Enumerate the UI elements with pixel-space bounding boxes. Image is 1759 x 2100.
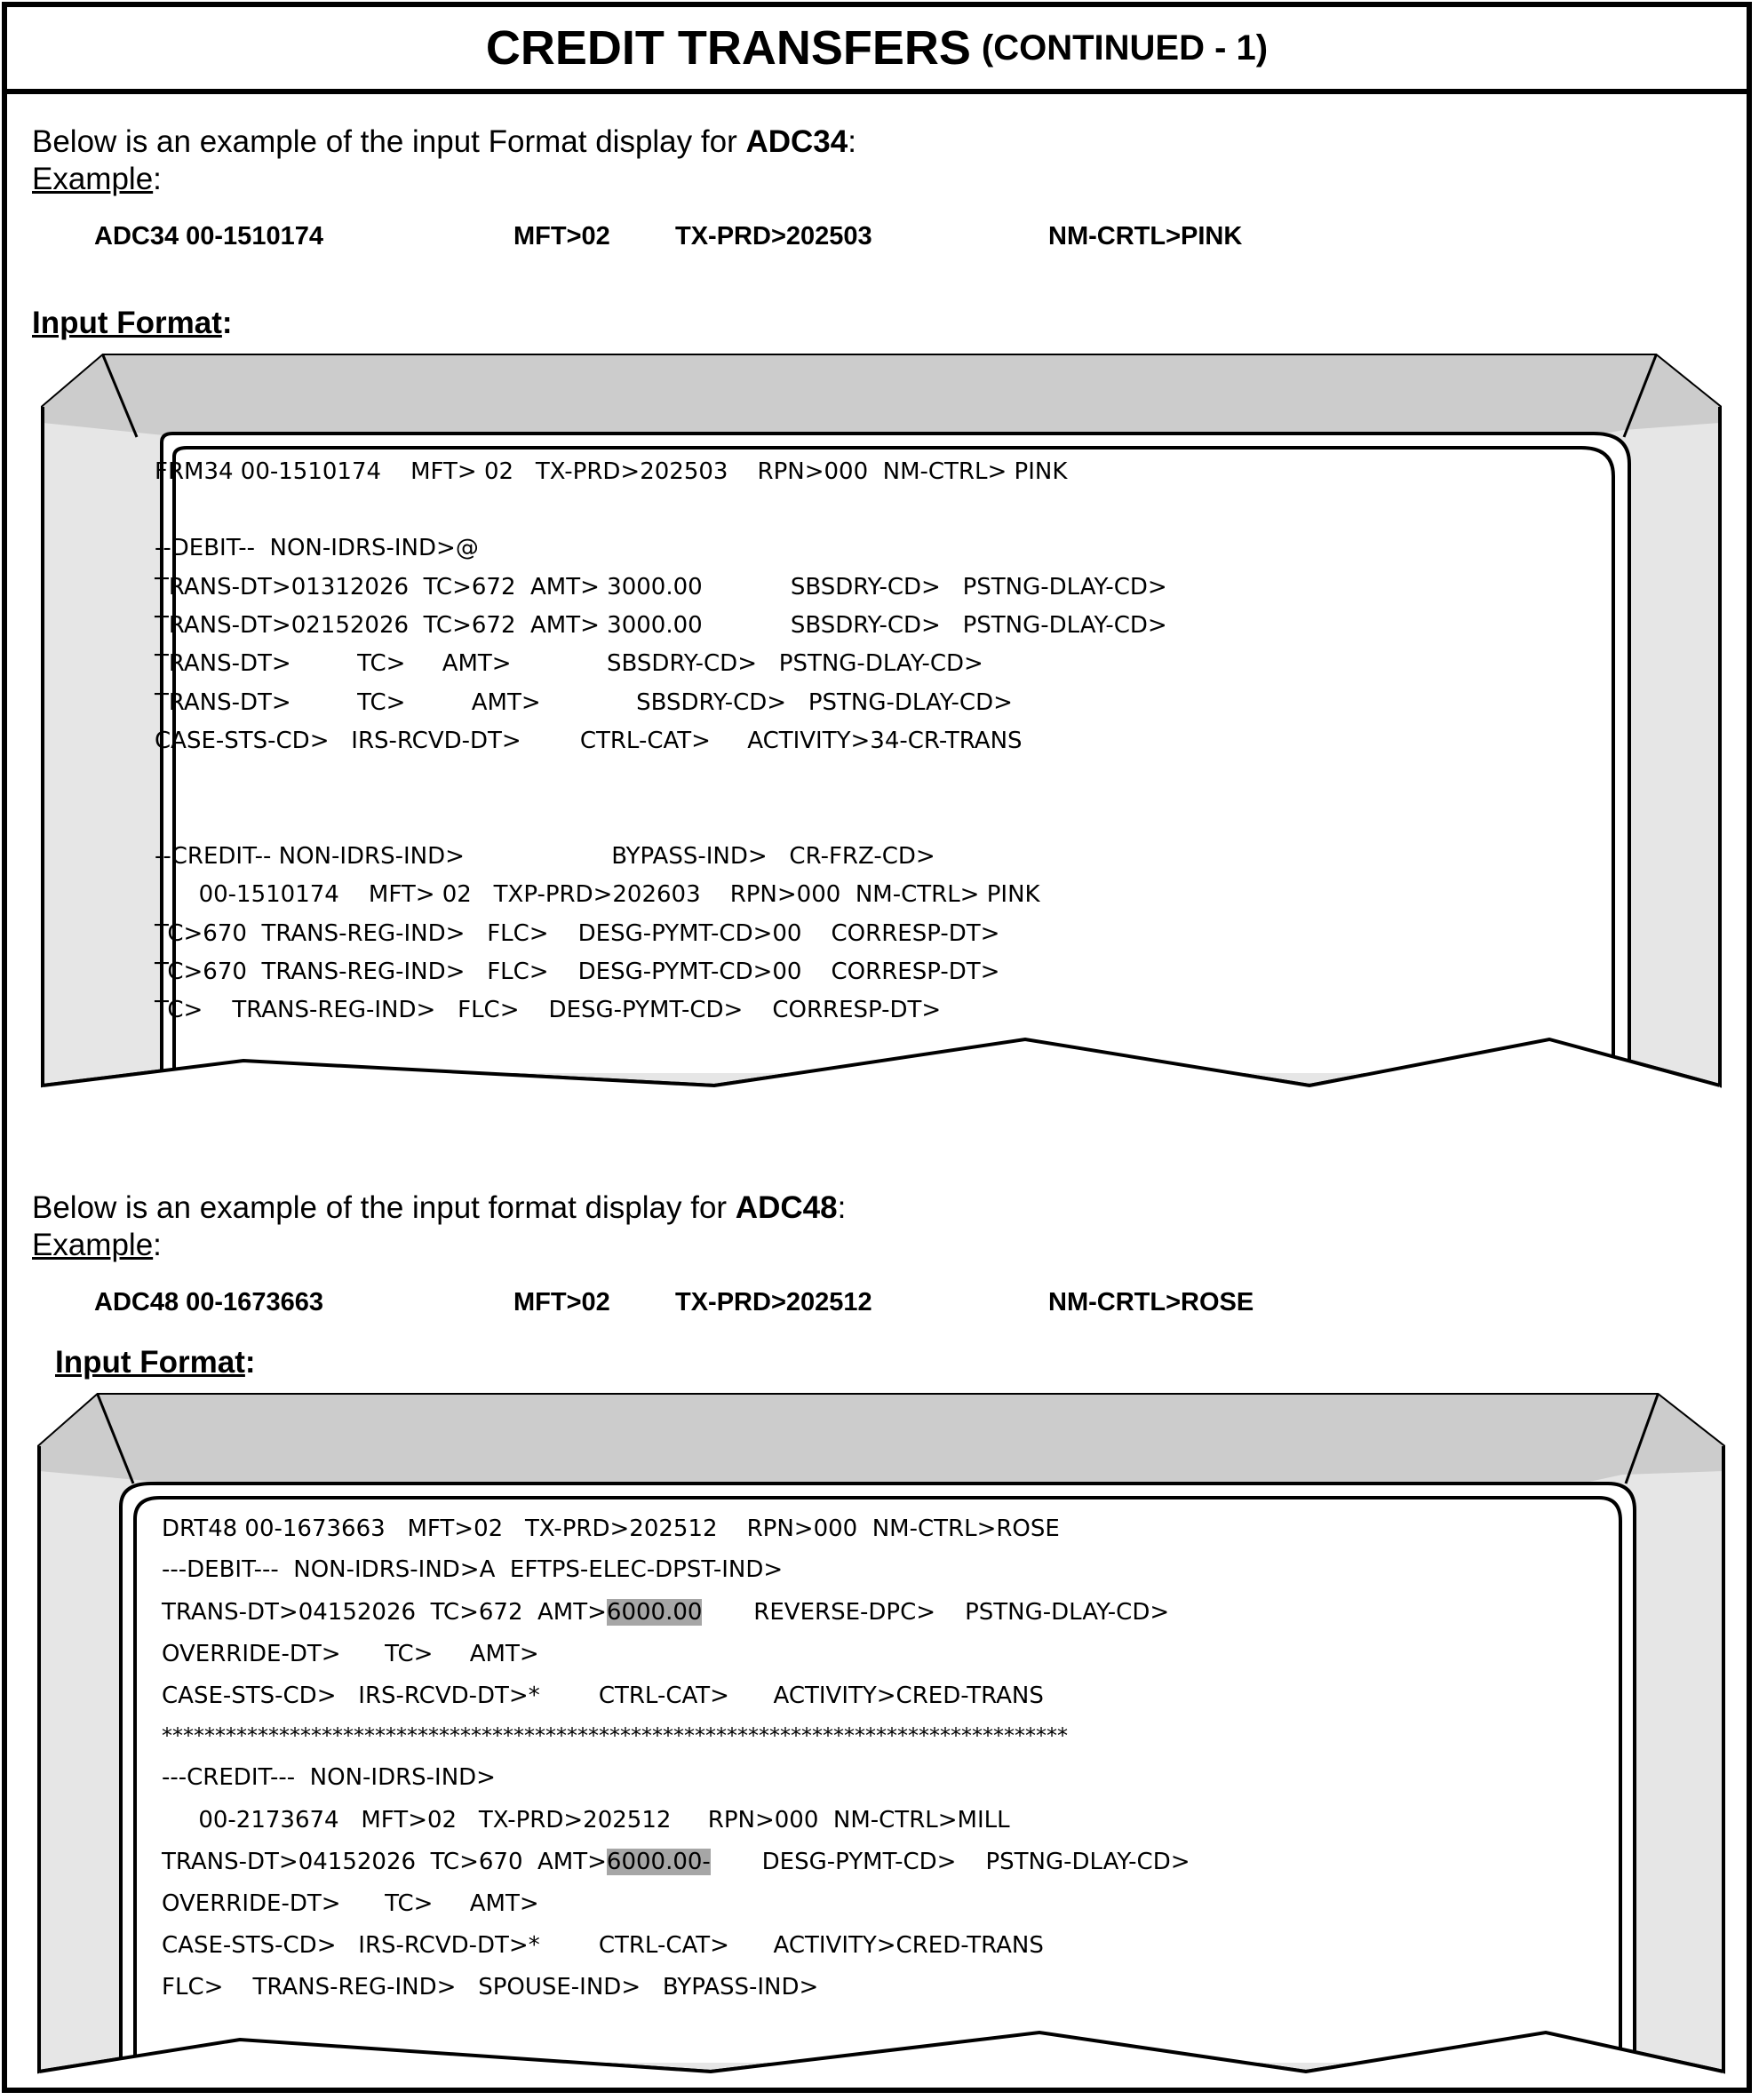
title-bar (7, 7, 1747, 94)
screen-line: TC>670 TRANS-REG-IND> FLC> DESG-PYMT-CD>00 CORRESP-DT> (155, 920, 1000, 947)
screen-line: TRANS-DT> TC> AMT> SBSDRY-CD> PSTNG-DLAY-CD> (155, 689, 1013, 716)
section1-intro (32, 124, 856, 160)
screen-line: TC> TRANS-REG-IND> FLC> DESG-PYMT-CD> CORRESP-DT> (155, 997, 942, 1023)
screen-line: CASE-STS-CD> IRS-RCVD-DT>* CTRL-CAT> ACTIVITY>CRED-TRANS (162, 1682, 1044, 1709)
screen-line-amount (162, 1849, 1190, 1875)
section2-example-line (94, 1288, 1427, 1318)
input-format-text: Input Format (32, 306, 222, 340)
input-format-text: Input Format (55, 1345, 245, 1380)
screen-line: TRANS-DT>02152026 TC>672 AMT> 3000.00 SBSDRY-CD> PSTNG-DLAY-CD> (155, 612, 1167, 639)
section2-terminal-screen (36, 1391, 1729, 2082)
highlighted-amount: 6000.00 (606, 1599, 703, 1626)
screen-line: ---DEBIT--- NON-IDRS-IND>A EFTPS-ELEC-DPST-IND> (162, 1556, 784, 1583)
screen-line: FLC> TRANS-REG-IND> SPOUSE-IND> BYPASS-IND> (162, 1974, 819, 2001)
section1-intro-text: Below is an example of the input Format display for (32, 124, 746, 159)
screen-line: OVERRIDE-DT> TC> AMT> (162, 1641, 539, 1667)
screen-text: TRANS-DT>04152026 TC>670 AMT> (162, 1849, 607, 1875)
screen-separator: ************************************************************************************* (162, 1723, 1068, 1748)
screen-text: TRANS-DT>04152026 TC>672 AMT> (162, 1599, 607, 1626)
section1-example-colon: : (153, 162, 162, 196)
example-field: NM-CRTL>ROSE (1048, 1288, 1254, 1316)
screen-line: TRANS-DT>01312026 TC>672 AMT> 3000.00 SBSDRY-CD> PSTNG-DLAY-CD> (155, 574, 1167, 601)
section2-input-format-label (55, 1345, 256, 1380)
screen-line: CASE-STS-CD> IRS-RCVD-DT> CTRL-CAT> ACTIVITY>34-CR-TRANS (155, 728, 1023, 754)
screen-text: DESG-PYMT-CD> PSTNG-DLAY-CD> (710, 1849, 1190, 1875)
section2-intro-text: Below is an example of the input format display for (32, 1190, 736, 1225)
screen-line: OVERRIDE-DT> TC> AMT> (162, 1890, 539, 1917)
screen-line: FRM34 00-1510174 MFT> 02 TX-PRD>202503 RPN>000 NM-CTRL> PINK (155, 458, 1068, 485)
input-format-colon: : (244, 1345, 256, 1380)
section2-intro-code: ADC48 (735, 1190, 838, 1225)
screen-line: CASE-STS-CD> IRS-RCVD-DT>* CTRL-CAT> ACTIVITY>CRED-TRANS (162, 1932, 1044, 1959)
section1-example-text: Example (32, 162, 154, 196)
section1-intro-code: ADC34 (745, 124, 848, 159)
section1-input-format-label (32, 306, 233, 341)
screen-line: --CREDIT-- NON-IDRS-IND> BYPASS-IND> CR-FRZ-CD> (155, 843, 935, 870)
screen-line: --DEBIT-- NON-IDRS-IND>@ (155, 535, 479, 561)
screen-line: TC>670 TRANS-REG-IND> FLC> DESG-PYMT-CD>00 CORRESP-DT> (155, 959, 1000, 985)
page-subtitle: (CONTINUED - 1) (981, 28, 1269, 68)
example-field: NM-CRTL>PINK (1048, 222, 1243, 251)
section1-example-line (94, 222, 1427, 252)
section2-intro (32, 1190, 846, 1226)
section1-example-label (32, 162, 162, 197)
highlighted-amount: 6000.00- (606, 1849, 711, 1875)
screen-line-amount (162, 1599, 1169, 1626)
screen-line: ---CREDIT--- NON-IDRS-IND> (162, 1764, 496, 1791)
screen-text: REVERSE-DPC> PSTNG-DLAY-CD> (702, 1599, 1170, 1626)
page-title: CREDIT TRANSFERS (485, 21, 971, 75)
input-format-colon: : (221, 306, 233, 340)
example-field: MFT>02 (513, 1288, 610, 1316)
screen-line: DRT48 00-1673663 MFT>02 TX-PRD>202512 RPN>000 NM-CTRL>ROSE (162, 1515, 1060, 1542)
screen-line: 00-2173674 MFT>02 TX-PRD>202512 RPN>000 NM-CTRL>MILL (162, 1807, 1010, 1834)
section2-example-label (32, 1228, 162, 1263)
section2-example-colon: : (153, 1228, 162, 1262)
screen-line: 00-1510174 MFT> 02 TXP-PRD>202603 RPN>000 NM-CTRL> PINK (155, 881, 1040, 908)
screen-line: TRANS-DT> TC> AMT> SBSDRY-CD> PSTNG-DLAY-CD> (155, 650, 983, 677)
example-field: TX-PRD>202512 (675, 1288, 872, 1316)
section2-example-text: Example (32, 1228, 154, 1262)
section1-intro-colon: : (848, 124, 856, 159)
example-field: MFT>02 (513, 222, 610, 251)
example-field: TX-PRD>202503 (675, 222, 872, 251)
example-field: ADC48 00-1673663 (94, 1288, 323, 1316)
section2-intro-colon: : (837, 1190, 847, 1225)
example-field: ADC34 00-1510174 (94, 222, 323, 251)
section1-terminal-screen (39, 352, 1727, 1094)
